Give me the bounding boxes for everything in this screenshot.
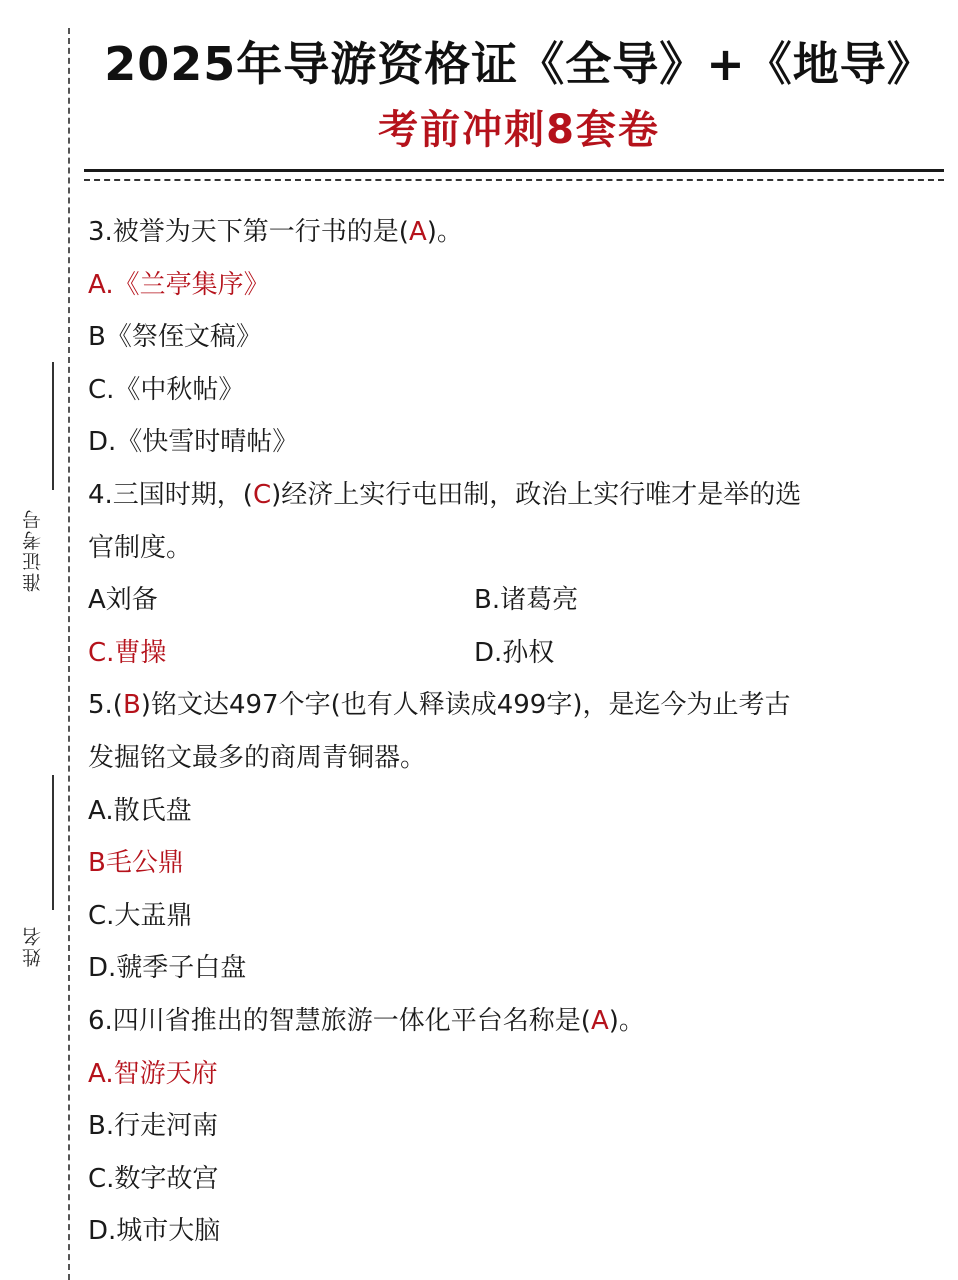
question-3-option-a: A.《兰亭集序》 (88, 269, 270, 300)
page-subtitle: 考前冲刺8套卷 (378, 107, 660, 153)
question-4-option-a: A刘备 (88, 585, 158, 616)
question-4-stem: 4.三国时期，(C)经济上实行屯田制，政治上实行唯才是举的选 (88, 479, 802, 510)
question-5-stem: 5.(B)铭文达497个字(也有人释读成499字)，是迄今为止考古 (88, 690, 791, 721)
question-4-option-d: D.孙权 (474, 637, 555, 668)
exam-number-blank-line (52, 362, 54, 490)
question-6-option-c: C.数字故宫 (88, 1163, 219, 1194)
question-5-option-b: B毛公鼎 (88, 848, 184, 879)
question-6-option-d: D.城市大脑 (88, 1216, 221, 1247)
question-4-stem-line2: 官制度。 (88, 532, 193, 563)
name-label: 姓名 (22, 925, 44, 967)
question-5-option-d: D.虢季子白盘 (88, 953, 247, 984)
question-3-stem: 3.被誉为天下第一行书的是(A)。 (88, 217, 463, 247)
header-rule-solid (84, 169, 944, 172)
question-5-option-a: A.散氏盘 (88, 795, 192, 826)
question-5-answer: B (122, 690, 141, 721)
question-3-option-c: C.《中秋帖》 (88, 374, 245, 405)
question-6-answer: A (590, 1005, 609, 1036)
question-6-option-b: B.行走河南 (88, 1111, 219, 1142)
exam-number-label: 准证考号 (22, 508, 44, 592)
question-6-option-a: A.智游天府 (88, 1058, 218, 1089)
binding-dashed-line (68, 28, 70, 1280)
header-rule-dashed (84, 179, 944, 181)
question-5-stem-line2: 发掘铭文最多的商周青铜器。 (88, 742, 427, 773)
question-4-options-row2 (88, 627, 938, 680)
question-4-answer: C (252, 479, 272, 510)
question-5-option-c: C.大盂鼎 (88, 900, 193, 931)
question-4-options-row1 (88, 574, 938, 627)
name-blank-line (52, 775, 54, 910)
question-4-option-b: B.诸葛亮 (474, 585, 579, 616)
question-6-stem: 6.四川省推出的智慧旅游一体化平台名称是(A)。 (88, 1005, 645, 1036)
question-3-answer: A (408, 217, 427, 247)
page-title: 2025年导游资格证《全导》+《地导》 (104, 37, 934, 91)
question-3-option-b: B《祭侄文稿》 (88, 322, 262, 353)
question-4-option-c: C.曹操 (88, 637, 167, 668)
question-3-option-d: D.《快雪时晴帖》 (88, 427, 299, 458)
question-list (88, 206, 938, 1258)
